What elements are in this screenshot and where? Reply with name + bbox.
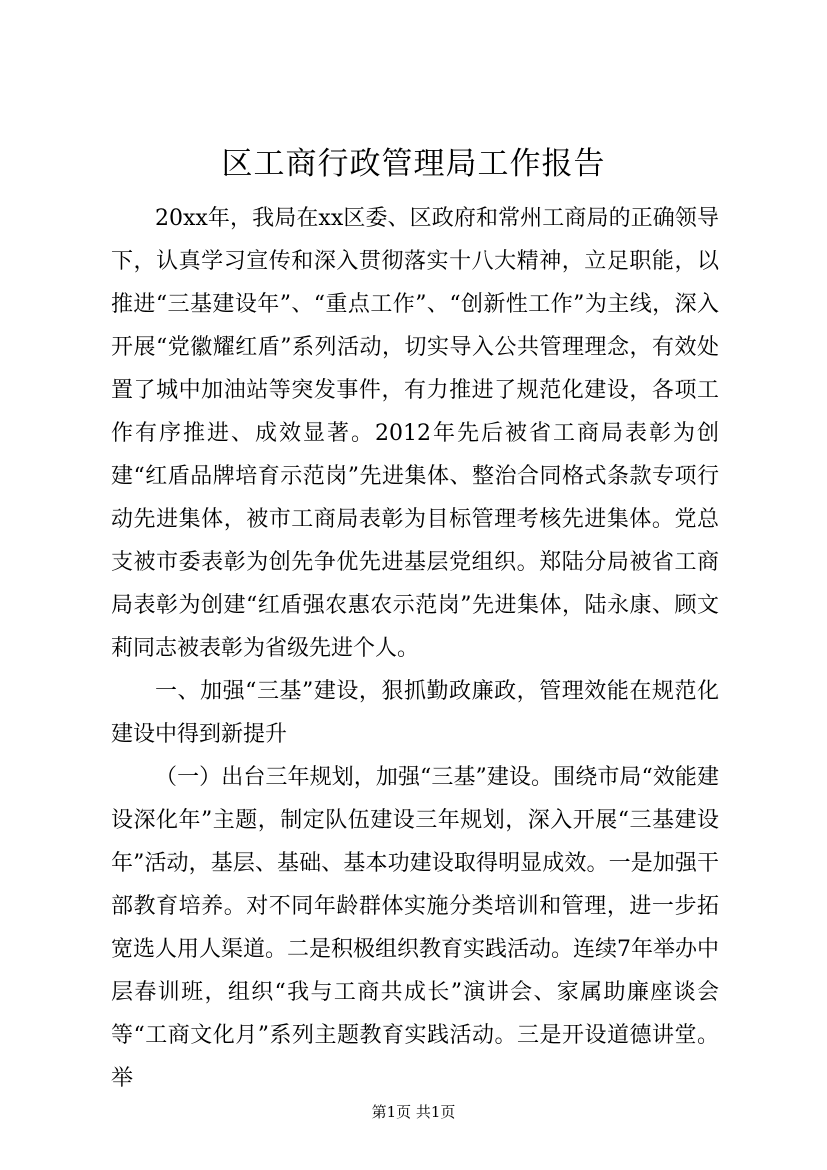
section-heading-1: 一、加强“三基”建设，狠抓勤政廉政，管理效能在规范化建设中得到新提升 [111, 679, 719, 747]
paragraph-subsection-1: （一）出台三年规划，加强“三基”建设。围绕市局“效能建设深化年”主题，制定队伍建设三年规划，深入开展“三基建设年”活动，基层、基础、基本功建设取得明显成效。一是加强干部教育培养。对不同年龄群体实施分类培训和管理，进一步拓宽选人用人渠道。二是积极组织教育实践活动。连续7年举办中层春训班，组织“我与工商共成长”演讲会、家属助廉座谈会等“工商文化月”系列主题教育实践活动。三是开设道德讲堂。举 [111, 765, 719, 1091]
document-title: 区工商行政管理局工作报告 [221, 146, 606, 182]
document-body [111, 197, 719, 1100]
paragraph-intro: 20xx年，我局在xx区委、区政府和常州工商局的正确领导下，认真学习宣传和深入贯彻落实十八大精神，立足职能，以推进“三基建设年”、“重点工作”、“创新性工作”为主线，深入开展“党徽耀红盾”系列活动，切实导入公共管理理念，有效处置了城中加油站等突发事件，有力推进了规范化建设，各项工作有序推进、成效显著。2012年先后被省工商局表彰为创建“红盾品牌培育示范岗”先进集体、整治合同格式条款专项行动先进集体，被市工商局表彰为目标管理考核先进集体。党总支被市委表彰为创先争优先进基层党组织。郑陆分局被省工商局表彰为创建“红盾强农惠农示范岗”先进集体，陆永康、顾文莉同志被表彰为省级先进个人。 [111, 206, 719, 661]
page-footer: 第1页 共1页 [371, 1103, 456, 1121]
